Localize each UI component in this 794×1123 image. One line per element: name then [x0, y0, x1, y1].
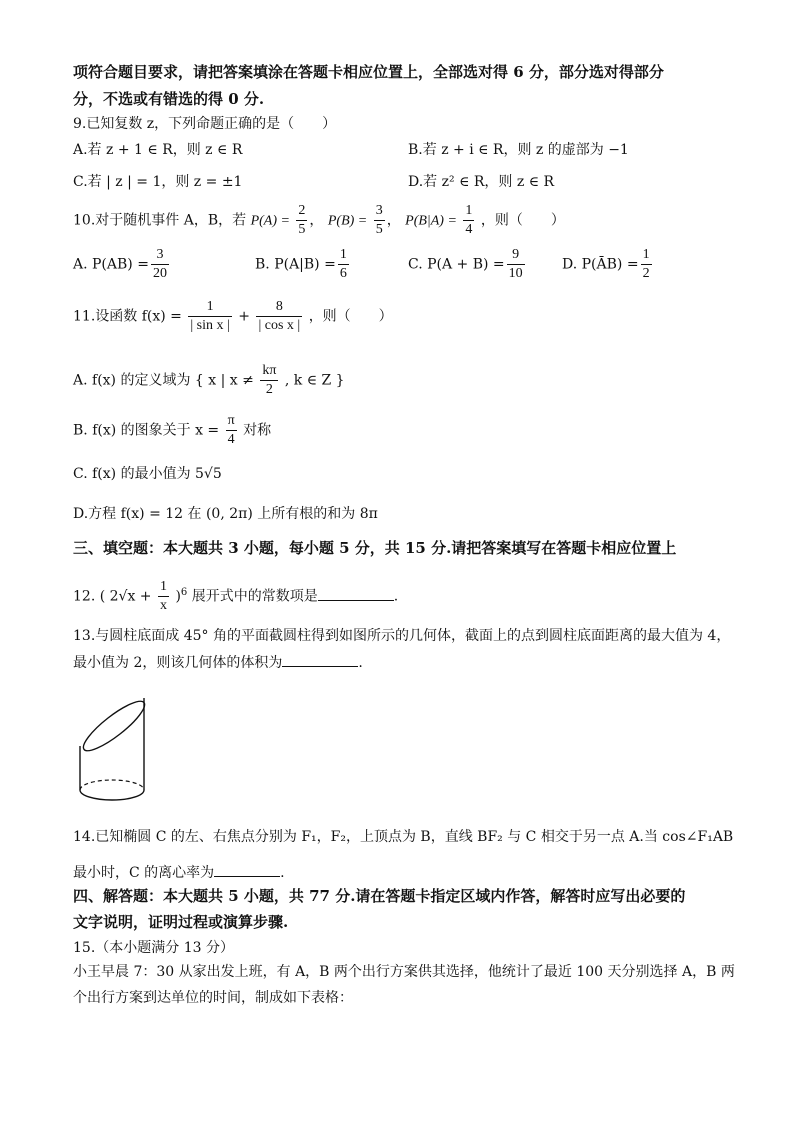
q14-line-2: 最小时，C 的离心率为 . [73, 862, 285, 883]
q10-stem: 10.对于随机事件 A，B，若 P(A) = $\frac{2}{5}$ ， P(B) = $\frac{3}{5}$ ， P(B|A) = $\frac{1}{4}$ ，则（ ） [73, 203, 565, 237]
q10-stem-suffix: ，则（ ） [480, 212, 565, 229]
q13-answer-blank [282, 652, 358, 667]
q10-pba-label: P(B|A) = [405, 213, 457, 229]
section3-heading: 三、填空题：本大题共 3 小题，每小题 5 分，共 15 分.请把答案填写在答题卡相应位置上 [73, 539, 677, 557]
q9-option-a: A.若 z + 1 ∈ R，则 z ∈ R [73, 142, 243, 158]
q14-answer-blank [214, 862, 280, 877]
q14-line-1: 14.已知椭圆 C 的左、右焦点分别为 F₁，F₂，上顶点为 B，直线 BF₂ 与 C 相交于另一点 A.当 cos∠F₁AB [73, 829, 734, 845]
q10-option-b: B. P(A|B) = $\frac{1}{6}$ [255, 247, 347, 281]
q9-stem: 9.已知复数 z，下列命题正确的是（ ） [73, 116, 337, 132]
q9-option-b: B.若 z + i ∈ R，则 z 的虚部为 −1 [408, 142, 629, 158]
q12-answer-blank [318, 586, 394, 601]
q10-option-c: C. P(A + B) = $\frac{9}{10}$ [408, 247, 523, 281]
q13-line-2: 最小值为 2，则该几何体的体积为 . [73, 652, 363, 673]
q10-pb-fraction: $\frac{3}{5}$ [375, 203, 383, 237]
q15-line-2: 个出行方案到达单位的时间，制成如下表格： [73, 990, 353, 1006]
base-front-arc [80, 790, 144, 800]
q10-pa-fraction: $\frac{2}{5}$ [298, 203, 306, 237]
q11-stem: 11.设函数 f(x) = $\frac{1}{\text{| sin x |}}$ + $\frac{8}{\text{| cos x |}}$ ，则（ ） [73, 299, 393, 333]
q10-option-a: A. P(AB) = $\frac{3}{20}$ [73, 247, 167, 281]
q11-option-b: B. f(x) 的图象关于 x = $\frac{\pi}{4}$ 对称 [73, 413, 272, 447]
q11-option-d: D.方程 f(x) = 12 在 (0, 2π) 上所有根的和为 8π [73, 506, 378, 522]
q9-option-c: C.若 | z | = 1，则 z = ±1 [73, 174, 243, 190]
cut-cylinder-figure [74, 680, 166, 808]
instruction-line-2: 分，不选或有错选的得 0 分. [73, 90, 265, 108]
q15-line-1: 小王早晨 7：30 从家出发上班，有 A，B 两个出行方案供其选择，他统计了最近 100 天分别选择 A，B 两 [73, 964, 735, 980]
q13-line-1: 13.与圆柱底面成 45° 角的平面截圆柱得到如图所示的几何体，截面上的点到圆柱底面距离的最大值为 4， [73, 628, 731, 644]
q10-pb-label: P(B) = [327, 213, 368, 229]
q11-option-a: A. f(x) 的定义域为 { x | x ≠ $\frac{k\pi}{2}$ , k ∈ Z } [73, 363, 345, 397]
q10-stem-prefix: 10.对于随机事件 A，B，若 [73, 212, 247, 229]
oblique-section-ellipse [78, 695, 150, 758]
q12-line: 12. ( 2√x + $\frac{1}{x}$ )$^6$ 展开式中的常数项是 . [73, 579, 399, 613]
base-back-arc-hidden [80, 780, 144, 790]
section4-heading-line-2: 文字说明，证明过程或演算步骤. [73, 913, 289, 931]
q10-pba-fraction: $\frac{1}{4}$ [465, 203, 473, 237]
q9-option-d: D.若 z² ∈ R，则 z ∈ R [408, 174, 555, 190]
instruction-line-1: 项符合题目要求，请把答案填涂在答题卡相应位置上，全部选对得 6 分，部分选对得部分 [73, 63, 664, 81]
q11-option-c: C. f(x) 的最小值为 5√5 [73, 466, 222, 482]
section4-heading-line-1: 四、解答题：本大题共 5 小题，共 77 分.请在答题卡指定区域内作答，解答时应写出必要的 [73, 887, 686, 905]
q10-pa-label: P(A) = [250, 213, 290, 229]
q10-option-d: D. P(ĀB) = $\frac{1}{2}$ [562, 247, 650, 281]
q15-title: 15.（本小题满分 13 分） [73, 940, 234, 956]
